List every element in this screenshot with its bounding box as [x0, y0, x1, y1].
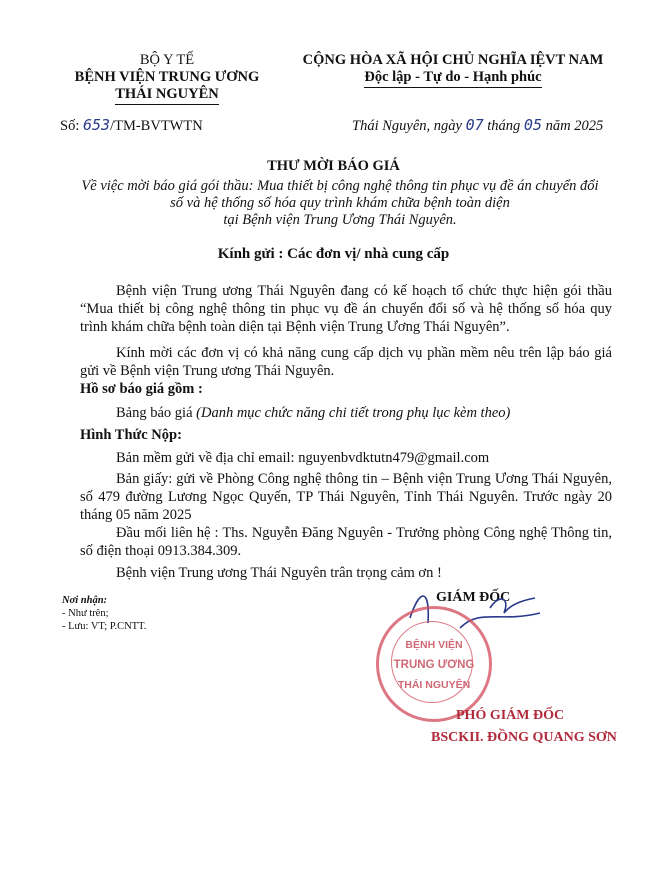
paragraph-intro: Bệnh viện Trung ương Thái Nguyên đang có kế hoạch tổ chức thực hiện gói thầu “Mua thiết bị công nghệ thông tin phục vụ đề án chuyển đổi số và hệ thống số hóa quy trình khám chữa bệnh toàn diện tại Bệnh viện Trung Ương Thái Nguyên”.	[80, 283, 612, 335]
signer-name: BSCKII. ĐỒNG QUANG SƠN	[431, 730, 617, 745]
hospital-name-line2: THÁI NGUYÊN	[115, 86, 219, 105]
doc-number-suffix: /TM-BVTWTN	[110, 118, 203, 134]
section-quotation-heading: Hồ sơ báo giá gồm :	[80, 381, 203, 397]
recipients-block	[62, 594, 146, 633]
document-subject	[70, 178, 610, 229]
signer-position: PHÓ GIÁM ĐỐC	[456, 708, 565, 723]
national-header	[283, 52, 623, 88]
hospital-name-line1: BỆNH VIỆN TRUNG ƯƠNG	[74, 69, 260, 85]
greeting: Kính gửi : Các đơn vị/ nhà cung cấp	[217, 246, 450, 262]
subject-line1: Về việc mời báo giá gói thầu: Mua thiết bị công nghệ thông tin phục vụ đề án chuyển đổi	[81, 178, 599, 194]
subject-line3: tại Bệnh viện Trung Ương Thái Nguyên.	[223, 212, 457, 228]
document-number	[60, 116, 203, 135]
document-title: THƯ MỜI BÁO GIÁ	[267, 158, 400, 174]
date-month: 05	[523, 116, 542, 134]
date-day: 07	[465, 116, 484, 134]
subject-line2: số và hệ thống số hóa quy trình khám chữa bệnh toàn diện	[170, 195, 510, 211]
submission-paper: Bản giấy: gửi về Phòng Công nghệ thông tin – Bệnh viện Trung Ương Thái Nguyên, số 479 đường Lương Ngọc Quyến, TP Thái Nguyên, Tỉnh Thái Nguyên. Trước ngày 20 tháng 05 năm 2025	[80, 471, 612, 523]
date-place: Thái Nguyên, ngày	[352, 118, 462, 134]
date-year: năm 2025	[545, 118, 604, 134]
recipient-item: - Lưu: VT; P.CNTT.	[62, 621, 147, 632]
ministry-name: BỘ Y TẾ	[139, 52, 195, 68]
section-quotation-content	[80, 404, 612, 422]
section-submission-heading: Hình Thức Nộp:	[80, 427, 182, 443]
quotation-note: (Danh mục chức năng chi tiết trong phụ lục kèm theo)	[196, 405, 511, 421]
submission-electronic: Bản mềm gửi về địa chỉ email: nguyenbvdktutn479@gmail.com	[116, 450, 490, 466]
stamp-line2: TRUNG ƯƠNG	[393, 659, 475, 671]
nation-name: CỘNG HÒA XÃ HỘI CHỦ NGHĨA IỆVT NAM	[302, 52, 604, 68]
document-date	[352, 116, 603, 135]
thanks-line: Bệnh viện Trung ương Thái Nguyên trân trọng cảm ơn !	[116, 565, 442, 581]
recipients-heading: Nơi nhận:	[62, 595, 108, 606]
issuer-block	[62, 52, 272, 105]
doc-number-prefix: Số:	[60, 118, 80, 134]
recipient-item: - Như trên;	[62, 608, 109, 619]
date-month-label: tháng	[487, 118, 521, 134]
paragraph-invite: Kính mời các đơn vị có khả năng cung cấp dịch vụ phần mềm nêu trên lập báo giá gửi về Bệnh viện Trung ương Thái Nguyên.	[80, 345, 612, 379]
stamp-line3: THÁI NGUYÊN	[397, 679, 471, 691]
stamp-line1: BỆNH VIỆN	[405, 639, 463, 651]
contact-info: Đầu mối liên hệ : Ths. Nguyễn Đăng Nguyên - Trưởng phòng Công nghệ Thông tin, số điện thoại 0913.384.309.	[80, 525, 612, 559]
signature-title: GIÁM ĐỐC	[436, 590, 511, 605]
official-stamp	[376, 606, 492, 722]
quotation-item: Bảng báo giá	[116, 405, 193, 421]
doc-number-handwritten: 653	[82, 116, 111, 134]
national-motto: Độc lập - Tự do - Hạnh phúc	[364, 69, 541, 88]
